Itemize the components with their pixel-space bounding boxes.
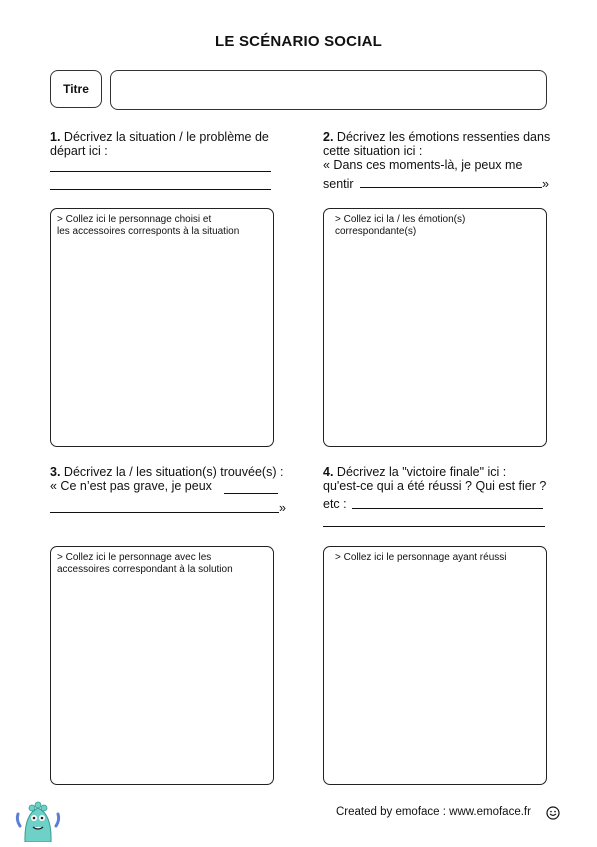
section-2-question-line-1: Décrivez les émotions ressenties dans — [336, 130, 551, 144]
section-2-box-line-1: > Collez ici la / les émotion(s) — [335, 214, 466, 225]
section-1-question-line-2: départ ici : — [50, 144, 108, 158]
section-4-box-instruction — [324, 547, 546, 564]
section-3-paste-box[interactable] — [50, 546, 274, 785]
titre-input[interactable] — [110, 70, 547, 110]
section-1-number: 1. — [50, 130, 61, 144]
section-2-answer-line[interactable] — [360, 187, 542, 188]
footer-credit: Created by emoface : www.emoface.fr — [336, 806, 531, 818]
section-1-answer-line-1[interactable] — [50, 171, 271, 172]
section-4-box-line-1: > Collez ici le personnage ayant réussi — [335, 552, 507, 563]
section-1-question — [50, 130, 290, 158]
section-3-box-instruction — [51, 547, 273, 576]
section-1-question-line-1: Décrivez la situation / le problème de — [63, 130, 269, 144]
section-1-box-line-1: > Collez ici le personnage choisi et — [57, 214, 212, 225]
section-1-box-instruction — [51, 209, 273, 238]
section-3-question-line-1: Décrivez la / les situation(s) trouvée(s) : — [63, 465, 284, 479]
section-3-question-line-2: « Ce n’est pas grave, je peux — [50, 479, 212, 493]
monster-mascot-icon — [14, 800, 62, 842]
section-4-question-line-2: qu'est-ce qui a été réussi ? Qui est fier ? — [323, 479, 547, 493]
section-4-prefix: etc : — [323, 497, 347, 511]
section-3-suffix: » — [279, 501, 286, 515]
section-1-paste-box[interactable] — [50, 208, 274, 447]
section-3-box-line-2: accessoires correspondant à la solution — [57, 564, 233, 575]
section-4-paste-box[interactable] — [323, 546, 547, 785]
titre-label — [50, 70, 102, 108]
section-2-paste-box[interactable] — [323, 208, 547, 447]
section-4-question-line-1: Décrivez la "victoire finale" ici : — [336, 465, 507, 479]
section-2-question — [323, 130, 583, 172]
section-4-answer-line-1[interactable] — [352, 508, 543, 509]
section-4-number: 4. — [323, 465, 334, 479]
section-1-box-line-2: les accessoires corresponts à la situation — [57, 226, 240, 237]
section-4-answer-line-2[interactable] — [323, 526, 545, 527]
section-2-box-instruction — [324, 209, 546, 238]
section-3-question — [50, 465, 310, 493]
section-3-answer-line-2[interactable] — [50, 512, 279, 513]
section-2-question-line-3: « Dans ces moments-là, je peux me — [323, 158, 523, 172]
section-4-question — [323, 465, 583, 493]
titre-label-text: Titre — [63, 82, 89, 96]
section-2-question-line-2: cette situation ici : — [323, 144, 423, 158]
section-1-answer-line-2[interactable] — [50, 189, 271, 190]
section-2-box-line-2: correspondante(s) — [335, 226, 417, 237]
section-3-answer-line-1[interactable] — [224, 493, 278, 494]
section-3-box-line-1: > Collez ici le personnage avec les — [57, 552, 212, 563]
section-3-number: 3. — [50, 465, 61, 479]
smiley-icon — [546, 806, 560, 820]
section-2-number: 2. — [323, 130, 334, 144]
page-title: LE SCÉNARIO SOCIAL — [215, 33, 382, 50]
section-2-suffix: » — [542, 177, 549, 191]
section-2-prefix: sentir — [323, 177, 354, 191]
